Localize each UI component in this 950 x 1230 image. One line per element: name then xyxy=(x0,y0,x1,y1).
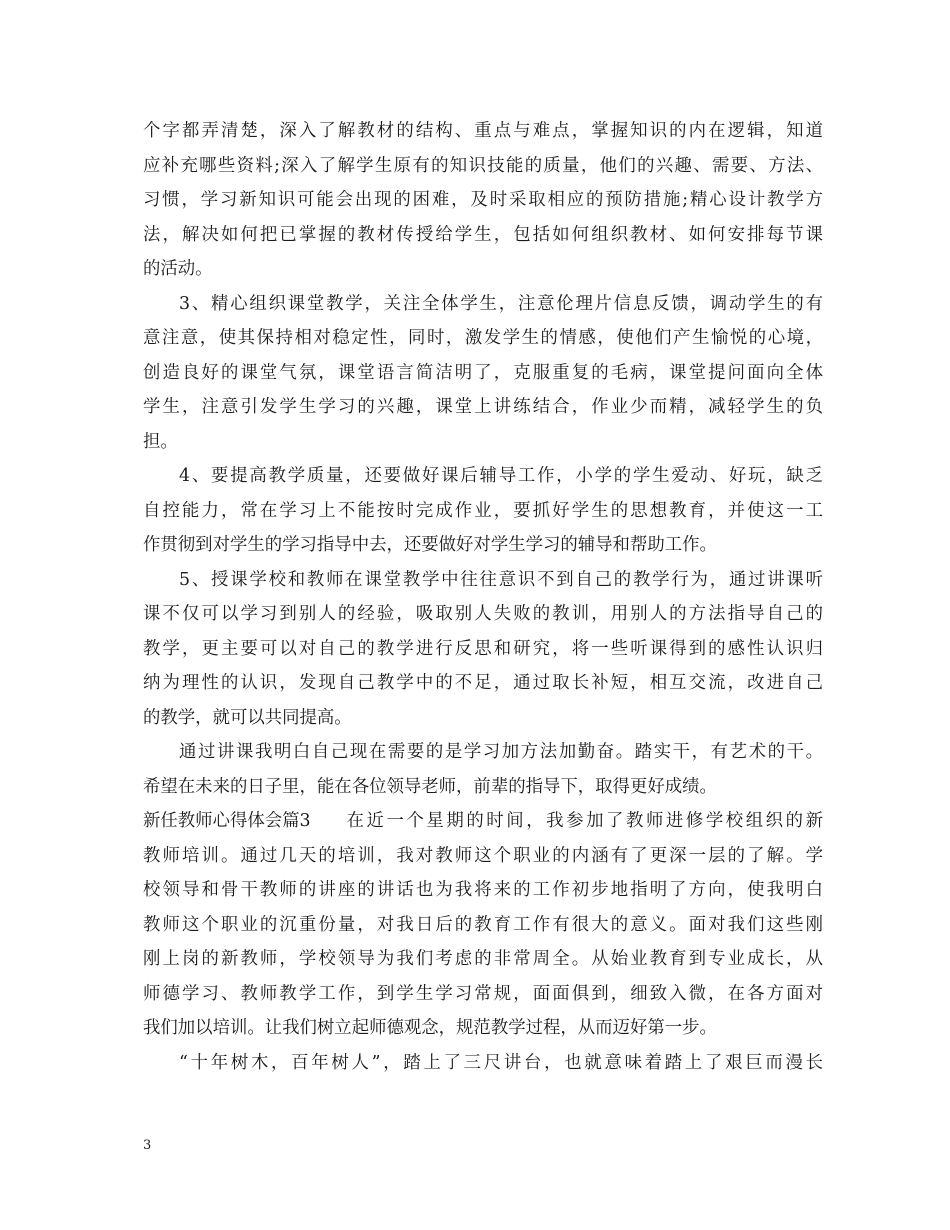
text-line: 师德学习、教师教学工作，到学生学习常规，面面俱到，细致入微，在各方面对 xyxy=(143,983,823,1004)
text-line: 3、精心组织课堂教学，关注全体学生，注意伦理片信息反馈，调动学生的有 xyxy=(179,293,823,314)
text-line: 希望在未来的日子里，能在各位领导老师，前辈的指导下，取得更好成绩。 xyxy=(143,776,717,797)
text-line: 意注意，使其保持相对稳定性，同时，激发学生的情感，使他们产生愉悦的心境， xyxy=(143,328,823,348)
text-line: 校领导和骨干教师的讲座的讲话也为我将来的工作初步地指明了方向，使我明白 xyxy=(143,880,823,900)
text-line: 刚上岗的新教师，学校领导为我们考虑的非常周全。从始业教育到专业成长，从 xyxy=(143,949,823,969)
section-heading: 新任教师心得体会篇3 xyxy=(143,811,311,831)
text-line: 的活动。 xyxy=(143,259,213,279)
text-line: 应补充哪些资料;深入了解学生原有的知识技能的质量，他们的兴趣、需要、方法、 xyxy=(143,155,823,176)
page-number: 3 xyxy=(143,1138,152,1153)
text-line: 学生，注意引发学生学习的兴趣，课堂上讲练结合，作业少而精，减轻学生的负 xyxy=(143,397,823,417)
section-heading-line xyxy=(143,804,823,839)
text-line: 纳为理性的认识，发现自己教学中的不足，通过取长补短，相互交流，改进自己 xyxy=(143,673,823,693)
text-line: 5、授课学校和教师在课堂教学中往往意识不到自己的教学行为，通过讲课听 xyxy=(179,569,823,590)
text-line: 课不仅可以学习到别人的经验，吸取别人失败的教训，用别人的方法指导自己的 xyxy=(143,604,823,624)
text-line: 作贯彻到对学生的学习指导中去，还要做好对学生学习的辅导和帮助工作。 xyxy=(143,535,717,555)
text-line: 4、要提高教学质量，还要做好课后辅导工作，小学的学生爱动、好玩，缺乏 xyxy=(179,466,823,486)
document-body xyxy=(143,114,823,1080)
text-line: 担。 xyxy=(143,431,178,452)
text-line: 创造良好的课堂气氛，课堂语言简洁明了，克服重复的毛病，课堂提问面向全体 xyxy=(143,362,823,383)
text-line: 自控能力，常在学习上不能按时完成作业，要抓好学生的思想教育，并使这一工 xyxy=(143,500,823,521)
text-line: 教学，更主要可以对自己的教学进行反思和研究，将一些听课得到的感性认识归 xyxy=(143,638,823,659)
text-line: 个字都弄清楚，深入了解教材的结构、重点与难点，掌握知识的内在逻辑，知道 xyxy=(143,121,823,141)
text-line: 习惯，学习新知识可能会出现的困难，及时采取相应的预防措施;精心设计教学方 xyxy=(143,190,823,210)
text-line: 在近一个星期的时间，我参加了教师进修学校组织的新 xyxy=(346,811,823,831)
text-line: 我们加以培训。让我们树立起师德观念，规范教学过程，从而迈好第一步。 xyxy=(143,1018,717,1038)
text-line: 教师这个职业的沉重份量，对我日后的教育工作有很大的意义。面对我们这些刚 xyxy=(143,914,823,935)
text-line: “十年树木，百年树人”，踏上了三尺讲台，也就意味着踏上了艰巨而漫长 xyxy=(179,1052,823,1073)
text-line: 通过讲课我明白自己现在需要的是学习加方法加勤奋。踏实干，有艺术的干。 xyxy=(179,742,823,762)
text-line: 法，解决如何把已掌握的教材传授给学生，包括如何组织教材、如何安排每节课 xyxy=(143,224,823,245)
text-line: 教师培训。通过几天的培训，我对教师这个职业的内涵有了更深一层的了解。学 xyxy=(143,845,823,866)
text-line: 的教学，就可以共同提高。 xyxy=(143,707,352,728)
